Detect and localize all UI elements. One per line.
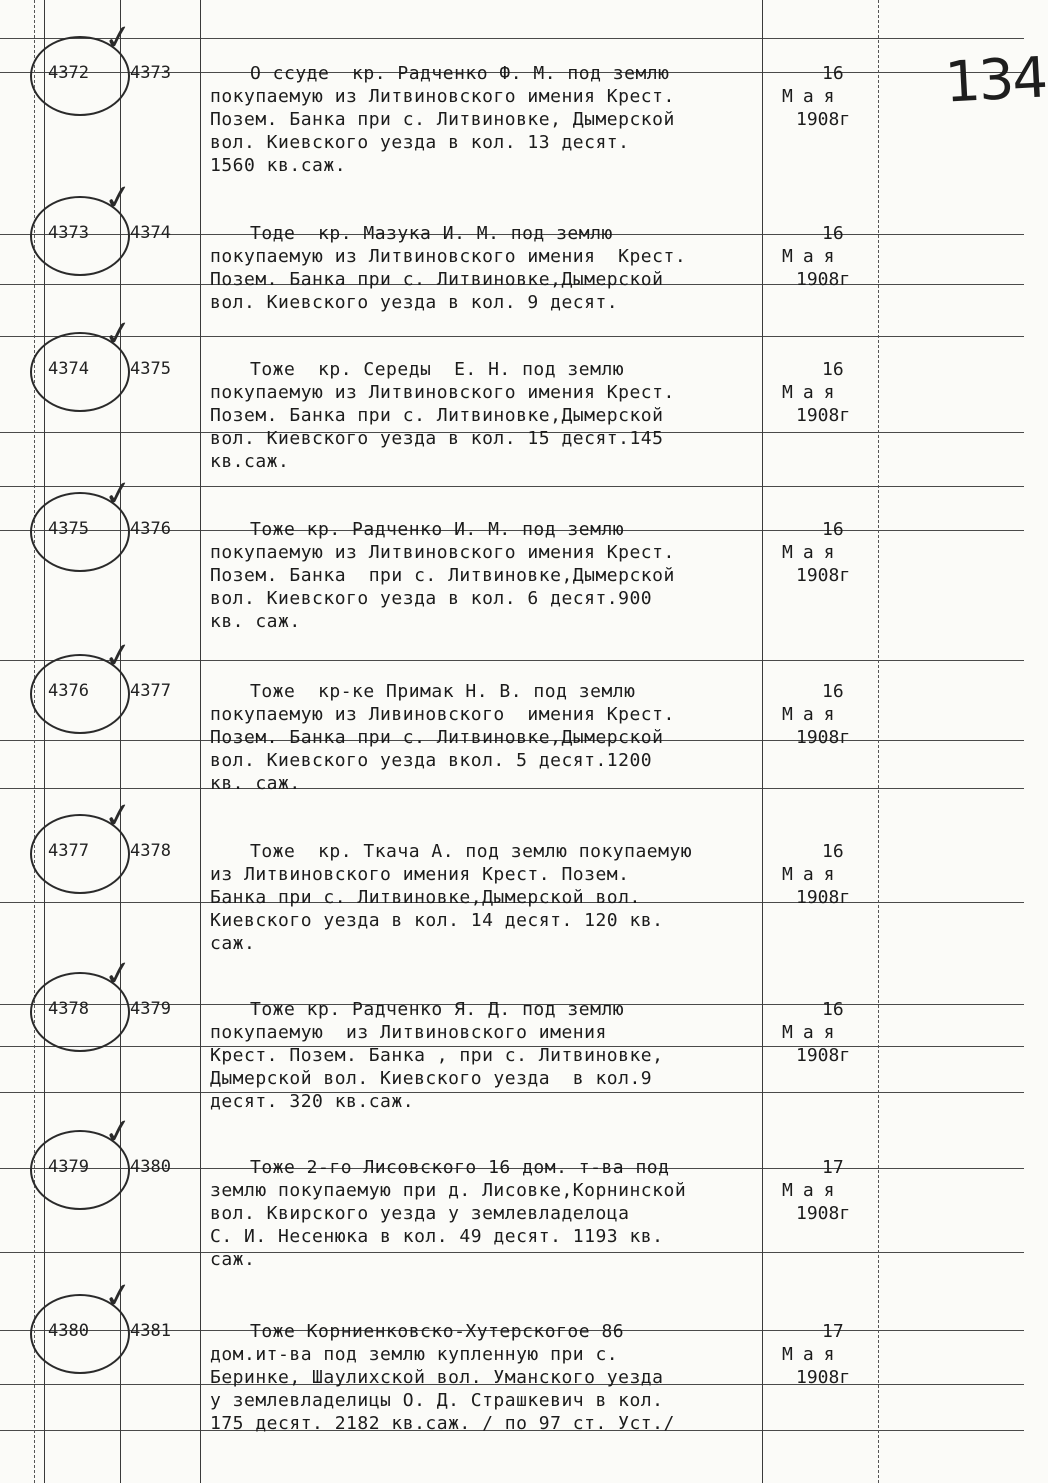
old-entry-number: 4373 xyxy=(48,223,89,243)
description-line: покупаемую из Ливиновского имения Крест. xyxy=(210,704,675,725)
description-line: землю покупаемую при д. Лисовке,Корнинской xyxy=(210,1180,687,1201)
old-entry-number: 4375 xyxy=(48,519,89,539)
register-entry xyxy=(0,472,1024,658)
description-line: покупаемую из Литвиновского имения Крест. xyxy=(210,86,675,107)
date-day: 17 xyxy=(822,1321,844,1342)
entry-description xyxy=(210,840,790,955)
register-entry xyxy=(0,634,1024,820)
checkmark-icon: ✓ xyxy=(101,16,136,60)
entry-description xyxy=(210,222,790,314)
old-entry-number: 4377 xyxy=(48,841,89,861)
description-line: саж. xyxy=(210,933,256,954)
date-year: 1908г xyxy=(796,405,851,426)
entry-description xyxy=(210,998,790,1113)
description-line: вол. Киевского уезда в кол. 6 десят.900 xyxy=(210,588,653,609)
description-line: Позем. Банка при с. Литвиновке,Дымерской xyxy=(210,405,664,426)
entry-description xyxy=(210,62,790,177)
ruled-line xyxy=(0,38,1024,39)
entry-date xyxy=(770,1156,890,1225)
ruled-line xyxy=(0,660,1024,661)
entry-number: 4373 xyxy=(130,63,171,83)
entry-description xyxy=(210,680,790,795)
description-line: Дымерской вол. Киевского уезда в кол.9 xyxy=(210,1068,653,1089)
date-year: 1908г xyxy=(796,565,851,586)
old-entry-number: 4372 xyxy=(48,63,89,83)
date-month: Мая xyxy=(782,382,845,403)
old-entry-number: 4378 xyxy=(48,999,89,1019)
entry-date xyxy=(770,222,890,291)
description-line: Тоже кр. Радченко Я. Д. под землю xyxy=(250,999,625,1020)
date-day: 16 xyxy=(822,999,844,1020)
description-line: дом.ит-ва под землю купленную при с. xyxy=(210,1344,619,1365)
date-day: 16 xyxy=(822,63,844,84)
entry-date xyxy=(770,62,890,131)
description-line: Тоже Корниенковско-Хутерскогое 86 xyxy=(250,1321,625,1342)
description-line: Тоже кр. Середы Е. Н. под землю xyxy=(250,359,625,380)
description-line: Позем. Банка при с. Литвиновке,Дымерской xyxy=(210,269,664,290)
date-day: 16 xyxy=(822,519,844,540)
description-line: вол. Киевского уезда в кол. 13 десят. xyxy=(210,132,630,153)
old-entry-number: 4379 xyxy=(48,1157,89,1177)
entry-number: 4374 xyxy=(130,223,171,243)
entry-date xyxy=(770,680,890,749)
checkmark-icon: ✓ xyxy=(101,1274,136,1318)
register-entry xyxy=(0,1274,1024,1460)
entry-number: 4375 xyxy=(130,359,171,379)
checkmark-icon: ✓ xyxy=(101,1110,136,1154)
date-year: 1908г xyxy=(796,1367,851,1388)
date-day: 16 xyxy=(822,681,844,702)
old-entry-number: 4374 xyxy=(48,359,89,379)
description-line: Крест. Позем. Банка , при с. Литвиновке, xyxy=(210,1045,664,1066)
entry-number: 4378 xyxy=(130,841,171,861)
date-month: Мая xyxy=(782,1344,845,1365)
description-line: Тоже кр. Радченко И. М. под землю xyxy=(250,519,625,540)
description-line: вол. Киевского уезда в кол. 9 десят. xyxy=(210,292,619,313)
date-day: 16 xyxy=(822,359,844,380)
date-day: 16 xyxy=(822,841,844,862)
description-line: покупаемую из Литвиновского имения Крест. xyxy=(210,382,675,403)
description-line: О ссуде кр. Радченко Ф. М. под землю xyxy=(250,63,670,84)
entry-number: 4380 xyxy=(130,1157,171,1177)
date-day: 16 xyxy=(822,223,844,244)
entry-date xyxy=(770,358,890,427)
checkmark-icon: ✓ xyxy=(101,176,136,220)
old-entry-number: 4376 xyxy=(48,681,89,701)
date-month: Мая xyxy=(782,1022,845,1043)
description-line: кв. саж. xyxy=(210,773,301,794)
checkmark-icon: ✓ xyxy=(101,952,136,996)
description-line: Беринке, Шаулихской вол. Уманского уезда xyxy=(210,1367,664,1388)
description-line: кв.саж. xyxy=(210,451,290,472)
description-line: Позем. Банка при с. Литвиновке, Дымерской xyxy=(210,109,675,130)
description-line: десят. 320 кв.саж. xyxy=(210,1091,415,1112)
register-entry xyxy=(0,16,1024,202)
register-entry xyxy=(0,794,1024,980)
entry-number: 4381 xyxy=(130,1321,171,1341)
entry-date xyxy=(770,840,890,909)
entry-date xyxy=(770,518,890,587)
description-line: покупаемую из Литвиновского имения Крест. xyxy=(210,542,675,563)
description-line: покупаемую из Литвиновского имения Крест. xyxy=(210,246,687,267)
description-line: Позем. Банка при с. Литвиновке,Дымерской xyxy=(210,565,675,586)
date-day: 17 xyxy=(822,1157,844,1178)
date-month: Мая xyxy=(782,542,845,563)
date-month: Мая xyxy=(782,864,845,885)
checkmark-icon: ✓ xyxy=(101,472,136,516)
old-entry-number: 4380 xyxy=(48,1321,89,1341)
date-year: 1908г xyxy=(796,269,851,290)
description-line: у землевладелицы О. Д. Страшкевич в кол. xyxy=(210,1390,664,1411)
register-entry xyxy=(0,176,1024,362)
register-entry xyxy=(0,312,1024,498)
date-year: 1908г xyxy=(796,1203,851,1224)
register-entry xyxy=(0,1110,1024,1296)
date-month: Мая xyxy=(782,1180,845,1201)
description-line: Киевского уезда в кол. 14 десят. 120 кв. xyxy=(210,910,664,931)
description-line: вол. Квирского уезда у землевладелоца xyxy=(210,1203,630,1224)
description-line: кв. саж. xyxy=(210,611,301,632)
description-line: Тоже кр. Ткача А. под землю покупаемую xyxy=(250,841,693,862)
date-year: 1908г xyxy=(796,727,851,748)
date-year: 1908г xyxy=(796,109,851,130)
entry-description xyxy=(210,518,790,633)
entry-number: 4379 xyxy=(130,999,171,1019)
entry-description xyxy=(210,1320,790,1435)
date-month: Мая xyxy=(782,246,845,267)
entry-description xyxy=(210,1156,790,1271)
description-line: Банка при с. Литвиновке,Дымерской вол. xyxy=(210,887,641,908)
description-line: 1560 кв.саж. xyxy=(210,155,347,176)
description-line: Позем. Банка при с. Литвиновке,Дымерской xyxy=(210,727,664,748)
description-line: из Литвиновского имения Крест. Позем. xyxy=(210,864,630,885)
checkmark-icon: ✓ xyxy=(101,312,136,356)
description-line: Тоже 2-го Лисовского 16 дом. т-ва под xyxy=(250,1157,670,1178)
entry-number: 4377 xyxy=(130,681,171,701)
checkmark-icon: ✓ xyxy=(101,634,136,678)
date-month: Мая xyxy=(782,704,845,725)
date-month: Мая xyxy=(782,86,845,107)
description-line: Тоде кр. Мазука И. М. под землю xyxy=(250,223,613,244)
description-line: саж. xyxy=(210,1249,256,1270)
date-year: 1908г xyxy=(796,887,851,908)
description-line: Тоже кр-ке Примак Н. В. под землю xyxy=(250,681,636,702)
description-line: вол. Киевского уезда вкол. 5 десят.1200 xyxy=(210,750,653,771)
register-entry xyxy=(0,952,1024,1138)
page-number: 134 xyxy=(943,45,1048,116)
description-line: вол. Киевского уезда в кол. 15 десят.145 xyxy=(210,428,664,449)
entry-date xyxy=(770,1320,890,1389)
entry-number: 4376 xyxy=(130,519,171,539)
date-year: 1908г xyxy=(796,1045,851,1066)
description-line: С. И. Несенюка в кол. 49 десят. 1193 кв. xyxy=(210,1226,664,1247)
checkmark-icon: ✓ xyxy=(101,794,136,838)
description-line: покупаемую из Литвиновского имения xyxy=(210,1022,607,1043)
entry-date xyxy=(770,998,890,1067)
description-line: 175 десят. 2182 кв.саж. / по 97 ст. Уст./ xyxy=(210,1413,675,1434)
entry-description xyxy=(210,358,790,473)
